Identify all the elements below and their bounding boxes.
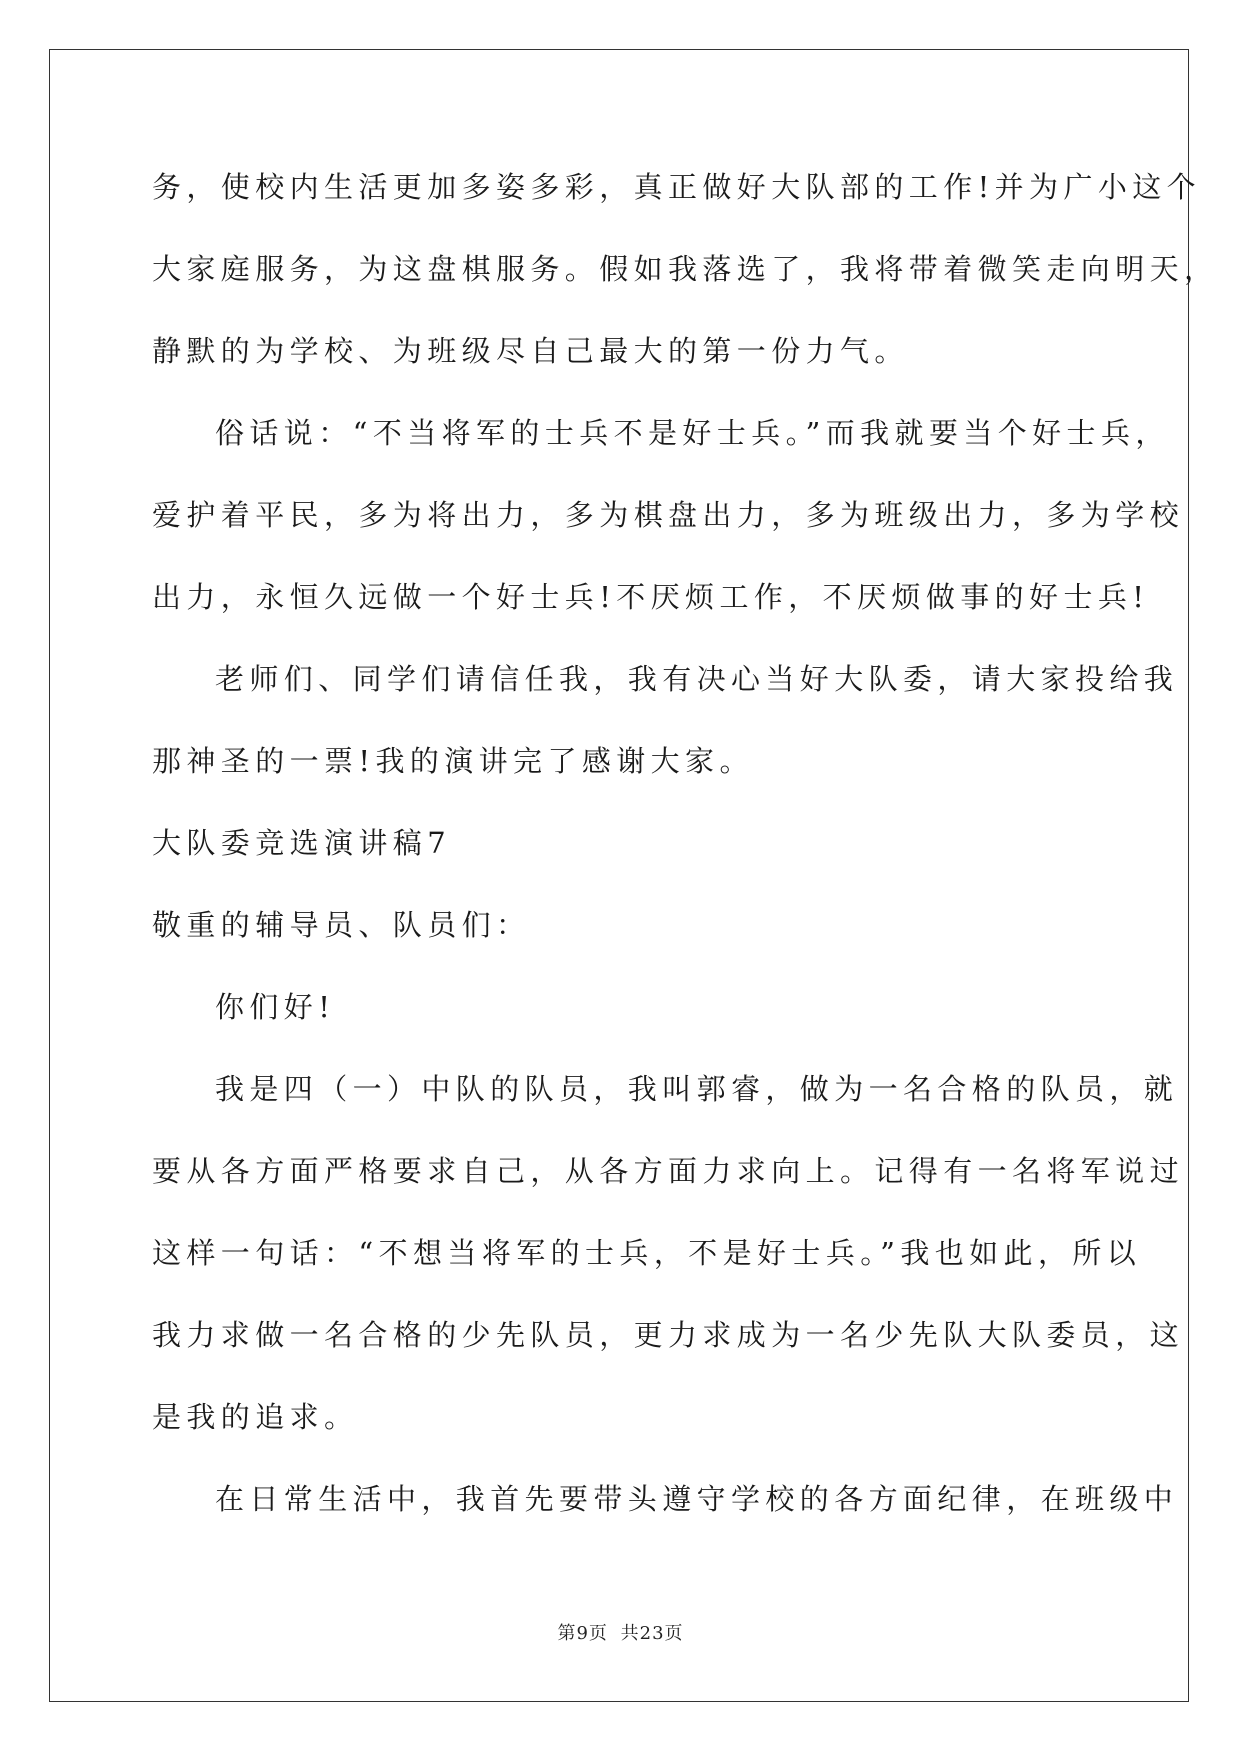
paragraph-line: 俗话说：“不当将军的士兵不是好士兵。”而我就要当个好士兵，	[215, 416, 1170, 450]
page-border	[49, 49, 1189, 1702]
paragraph-line: 是我的追求。	[152, 1400, 359, 1434]
paragraph-line: 务，使校内生活更加多姿多彩，真正做好大队部的工作!并为广小这个	[152, 170, 1202, 204]
paragraph-line: 静默的为学校、为班级尽自己最大的第一份力气。	[152, 334, 909, 368]
paragraph-line: 要从各方面严格要求自己，从各方面力求向上。记得有一名将军说过	[152, 1154, 1185, 1188]
greeting: 你们好!	[215, 990, 336, 1024]
page-number: 第9页	[557, 1623, 608, 1644]
section-title: 大队委竞选演讲稿7	[152, 826, 452, 860]
paragraph-line: 出力，永恒久远做一个好士兵!不厌烦工作，不厌烦做事的好士兵!	[152, 580, 1150, 614]
paragraph-line: 爱护着平民，多为将出力，多为棋盘出力，多为班级出力，多为学校	[152, 498, 1185, 532]
salutation: 敬重的辅导员、队员们：	[152, 908, 531, 942]
paragraph-line: 我力求做一名合格的少先队员，更力求成为一名少先队大队委员，这	[152, 1318, 1185, 1352]
paragraph-line: 大家庭服务，为这盘棋服务。假如我落选了，我将带着微笑走向明天，	[152, 252, 1219, 286]
page-total: 共23页	[620, 1623, 684, 1644]
page-footer	[0, 1619, 1241, 1645]
paragraph-line: 这样一句话：“不想当将军的士兵，不是好士兵。”我也如此，所以	[152, 1236, 1142, 1270]
paragraph-line: 那神圣的一票!我的演讲完了感谢大家。	[152, 744, 754, 778]
paragraph-line: 我是四（一）中队的队员，我叫郭睿，做为一名合格的队员，就	[215, 1072, 1179, 1106]
paragraph-line: 在日常生活中，我首先要带头遵守学校的各方面纪律，在班级中	[215, 1482, 1179, 1516]
paragraph-line: 老师们、同学们请信任我，我有决心当好大队委，请大家投给我	[215, 662, 1179, 696]
